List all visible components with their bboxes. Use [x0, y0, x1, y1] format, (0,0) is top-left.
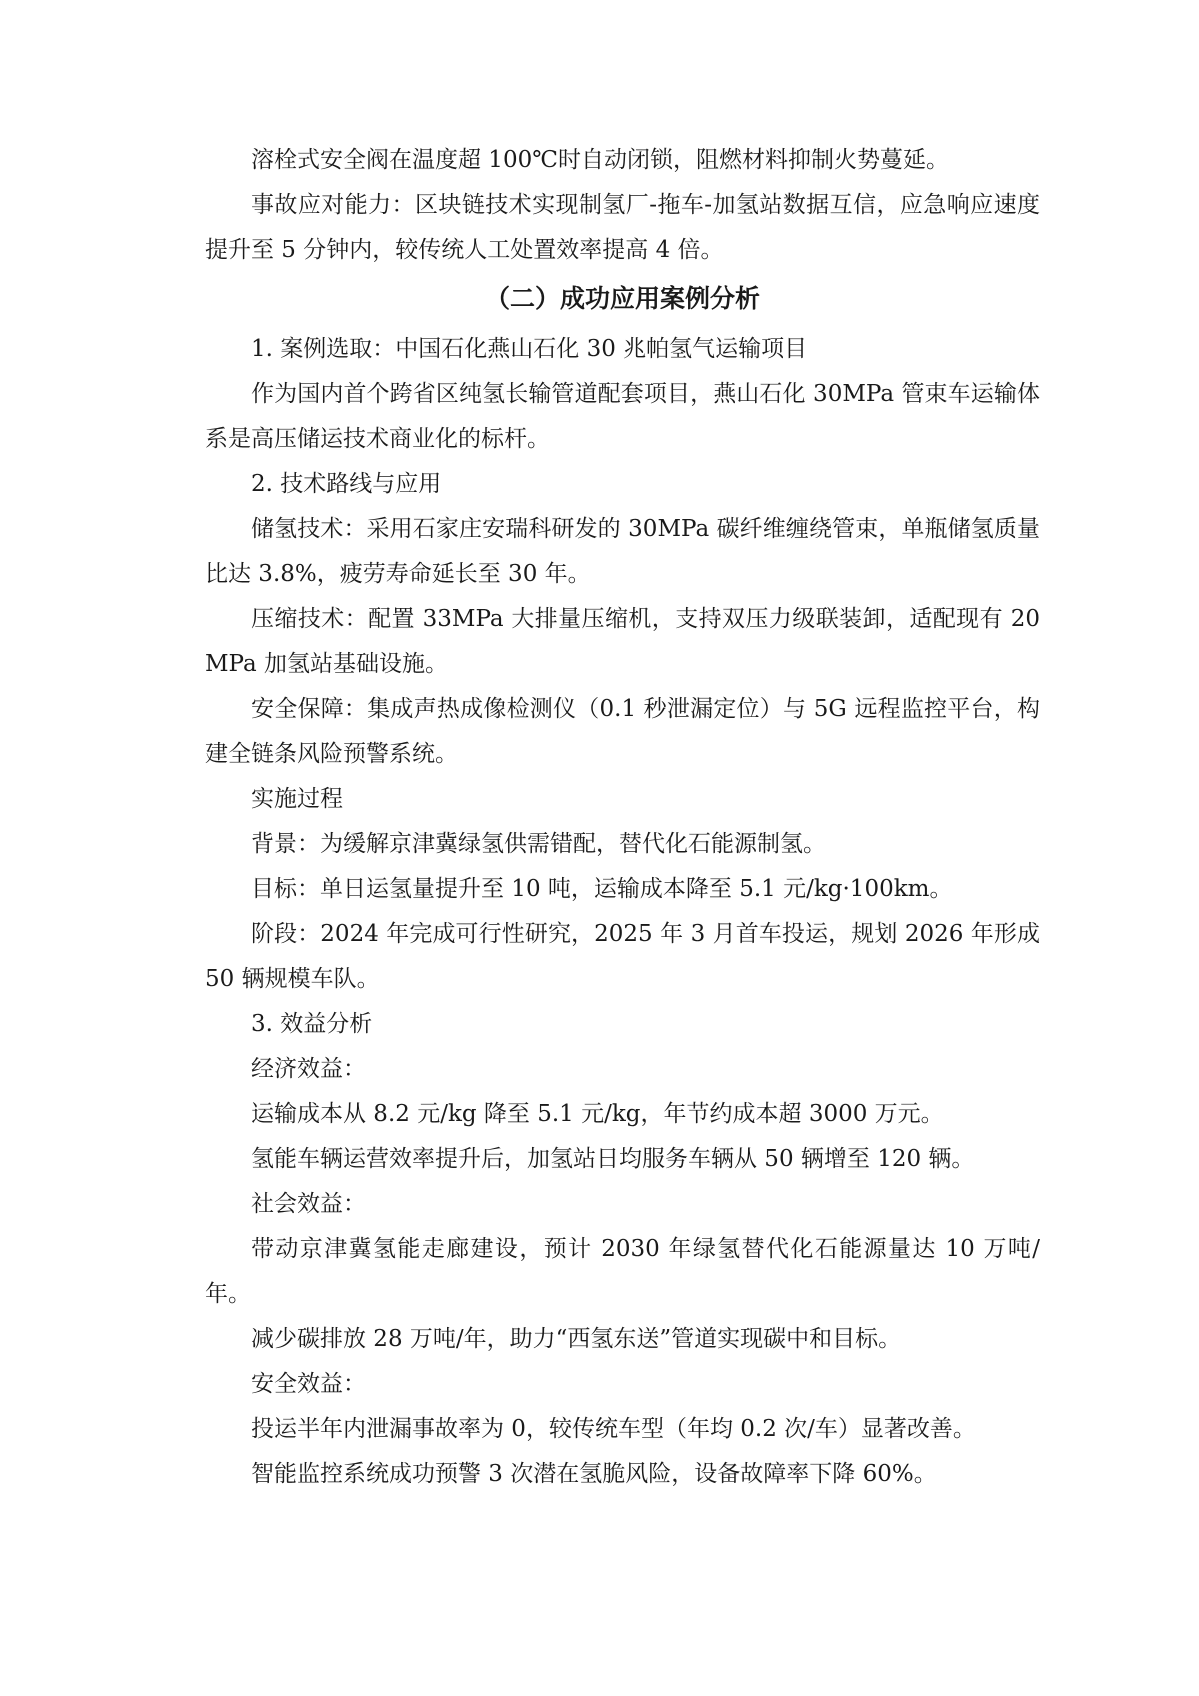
paragraph: 压缩技术：配置 33MPa 大排量压缩机，支持双压力级联装卸，适配现有 20MPa 加氢站基础设施。	[205, 606, 1040, 677]
section-heading: （二）成功应用案例分析	[484, 284, 760, 313]
paragraph: 事故应对能力：区块链技术实现制氢厂-拖车-加氢站数据互信，应急响应速度提升至 5 分钟内，较传统人工处置效率提高 4 倍。	[205, 192, 1040, 263]
paragraph: 社会效益：	[251, 1191, 366, 1217]
paragraph: 带动京津冀氢能走廊建设，预计 2030 年绿氢替代化石能源量达 10 万吨/年。	[205, 1236, 1040, 1307]
paragraph: 3. 效益分析	[251, 1011, 373, 1037]
paragraph: 减少碳排放 28 万吨/年，助力“西氢东送”管道实现碳中和目标。	[251, 1326, 902, 1352]
paragraph: 运输成本从 8.2 元/kg 降至 5.1 元/kg，年节约成本超 3000 万元。	[251, 1101, 944, 1127]
paragraph: 溶栓式安全阀在温度超 100℃时自动闭锁，阻燃材料抑制火势蔓延。	[251, 147, 949, 173]
paragraph: 2. 技术路线与应用	[251, 471, 442, 497]
paragraph: 安全保障：集成声热成像检测仪（0.1 秒泄漏定位）与 5G 远程监控平台，构建全链条风险预警系统。	[205, 696, 1040, 767]
paragraph: 作为国内首个跨省区纯氢长输管道配套项目，燕山石化 30MPa 管束车运输体系是高压储运技术商业化的标杆。	[205, 381, 1040, 452]
paragraph: 经济效益：	[251, 1056, 366, 1082]
paragraph: 背景：为缓解京津冀绿氢供需错配，替代化石能源制氢。	[251, 831, 826, 857]
paragraph: 智能监控系统成功预警 3 次潜在氢脆风险，设备故障率下降 60%。	[251, 1461, 937, 1487]
paragraph: 储氢技术：采用石家庄安瑞科研发的 30MPa 碳纤维缠绕管束，单瓶储氢质量比达 3.8%，疲劳寿命延长至 30 年。	[205, 516, 1040, 587]
paragraph: 实施过程	[251, 786, 343, 812]
paragraph: 1. 案例选取：中国石化燕山石化 30 兆帕氢气运输项目	[251, 336, 808, 362]
paragraph: 氢能车辆运营效率提升后，加氢站日均服务车辆从 50 辆增至 120 辆。	[251, 1146, 975, 1172]
paragraph: 目标：单日运氢量提升至 10 吨，运输成本降至 5.1 元/kg·100km。	[251, 876, 953, 902]
document-page	[205, 138, 1040, 1497]
paragraph: 投运半年内泄漏事故率为 0，较传统车型（年均 0.2 次/车）显著改善。	[251, 1416, 976, 1442]
paragraph: 安全效益：	[251, 1371, 366, 1397]
paragraph: 阶段：2024 年完成可行性研究，2025 年 3 月首车投运，规划 2026 年形成 50 辆规模车队。	[205, 921, 1040, 992]
